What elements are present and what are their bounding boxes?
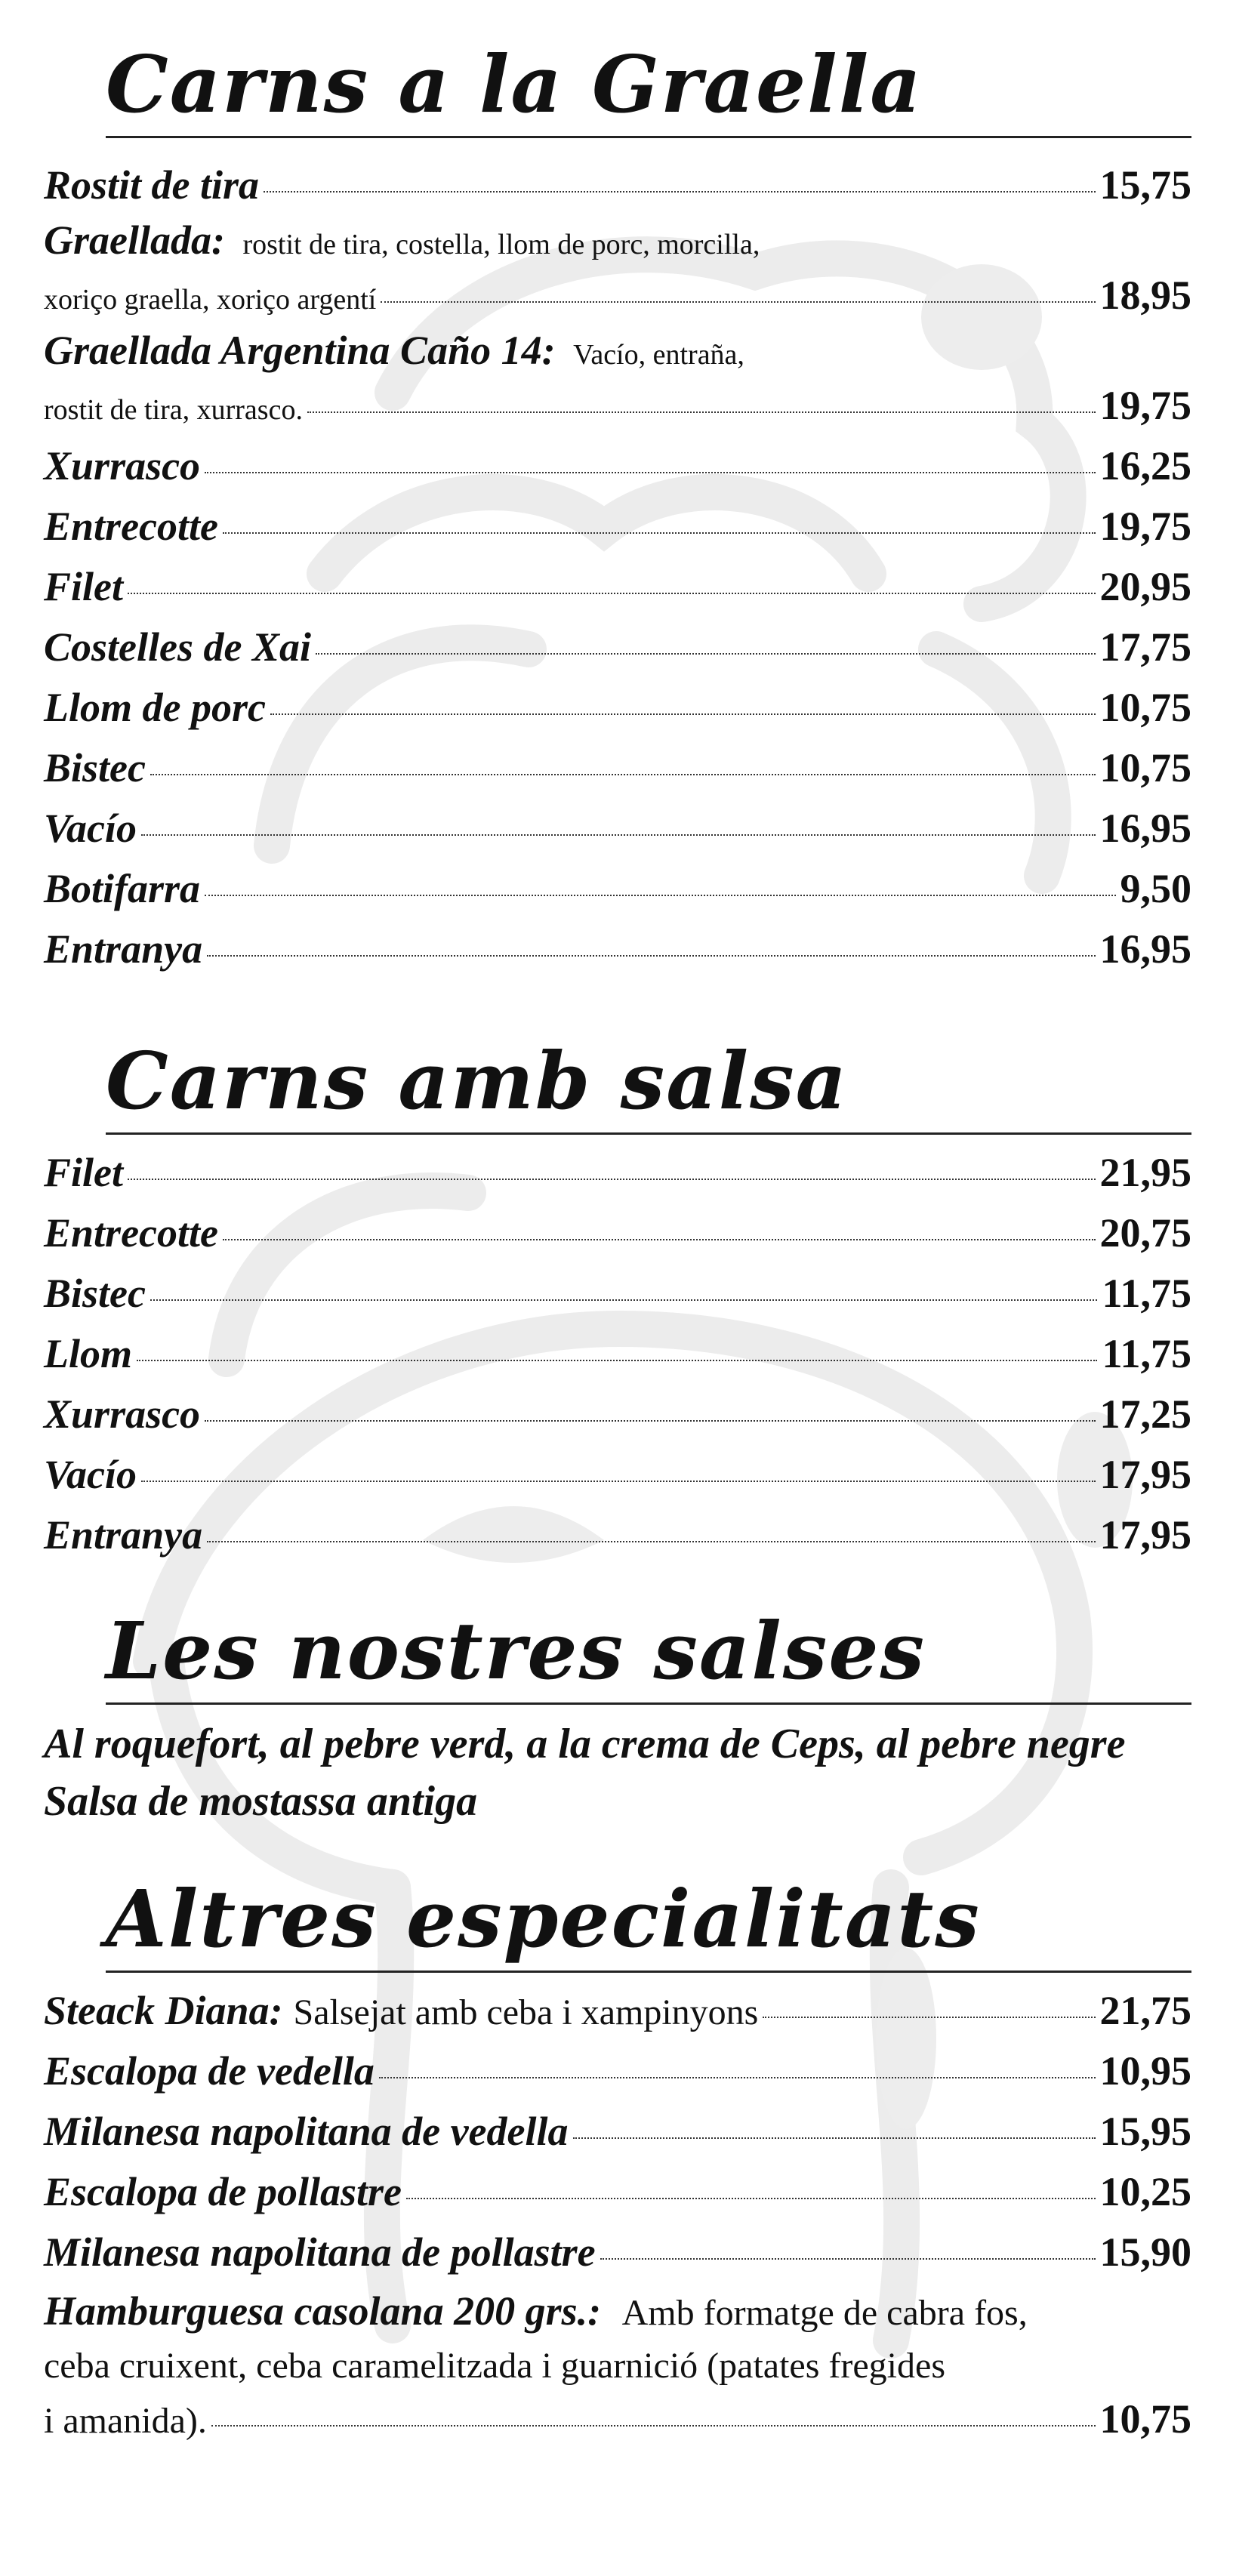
leader-dots <box>223 1239 1096 1240</box>
item-description: Salsejat amb ceba i xampinyons <box>293 1992 759 2032</box>
item-name: Costelles de Xai <box>44 624 311 670</box>
item-name: Xurrasco <box>44 443 201 488</box>
menu-item <box>44 1505 1191 1565</box>
menu-item <box>44 2041 1191 2101</box>
item-name: Bistec <box>44 745 146 790</box>
leader-dots <box>316 653 1096 655</box>
item-price: 9,50 <box>1120 866 1191 911</box>
item-price: 10,95 <box>1099 2048 1191 2094</box>
menu-item <box>44 1263 1191 1323</box>
item-description: rostit de tira, xurrasco. <box>44 394 303 426</box>
item-name: Filet <box>44 564 123 609</box>
menu-item <box>44 1142 1191 1203</box>
item-name: Hamburguesa casolana 200 grs.: <box>44 2288 602 2334</box>
item-name: Vacío <box>44 806 137 851</box>
item-name: Botifarra <box>44 866 201 911</box>
item-description: Amb formatge de cabra fos, <box>621 2293 1028 2333</box>
leader-dots <box>207 1541 1095 1542</box>
menu-item <box>44 2162 1191 2222</box>
item-price: 19,75 <box>1099 504 1191 549</box>
menu-item <box>44 1980 1191 2041</box>
menu-item <box>44 1203 1191 1263</box>
item-price: 10,75 <box>1099 2396 1191 2442</box>
leader-dots <box>137 1360 1097 1361</box>
leader-dots <box>141 834 1095 836</box>
menu-item <box>44 617 1191 677</box>
leader-dots <box>763 2017 1095 2018</box>
leader-dots <box>379 2077 1096 2078</box>
menu-item-header <box>44 215 1191 265</box>
menu-item <box>44 375 1191 436</box>
leader-dots <box>381 301 1095 303</box>
menu-item <box>44 919 1191 979</box>
sauce-list-line: Al roquefort, al pebre verd, a la crema de Ceps, al pebre negre <box>44 1721 1126 1767</box>
menu-item <box>44 858 1191 919</box>
section-title: Les nostres salses <box>106 1604 926 1697</box>
item-name: Entranya <box>44 1512 203 1558</box>
item-price: 17,95 <box>1099 1452 1191 1497</box>
item-name: Xurrasco <box>44 1391 201 1437</box>
sauce-list-line: Salsa de mostassa antiga <box>44 1778 478 1825</box>
leader-dots <box>211 2425 1096 2427</box>
item-name: Entrecotte <box>44 504 218 549</box>
item-name: Vacío <box>44 1452 137 1497</box>
menu-item <box>44 436 1191 496</box>
section-altres <box>44 1872 1191 2445</box>
leader-dots <box>205 895 1115 896</box>
item-name: Milanesa napolitana de vedella <box>44 2109 569 2154</box>
leader-dots <box>223 532 1096 534</box>
item-price: 17,95 <box>1099 1512 1191 1558</box>
item-name: Steack Diana: <box>44 1988 283 2033</box>
leader-dots <box>128 1179 1096 1180</box>
leader-dots <box>150 1299 1097 1301</box>
leader-dots <box>205 472 1095 473</box>
item-name: Bistec <box>44 1271 146 1316</box>
section-title: Carns a la Graella <box>106 38 923 131</box>
menu-item <box>44 2222 1191 2282</box>
item-description-line <box>44 2340 1191 2393</box>
menu-item-header <box>44 325 1191 375</box>
item-name: Llom <box>44 1331 132 1376</box>
leader-dots <box>207 955 1095 957</box>
menu-item <box>44 496 1191 556</box>
item-price: 11,75 <box>1102 1331 1191 1376</box>
menu-item <box>44 677 1191 738</box>
item-price: 18,95 <box>1099 273 1191 318</box>
leader-dots <box>307 411 1096 413</box>
item-name: Filet <box>44 1150 123 1195</box>
menu-item <box>44 155 1191 215</box>
item-price: 10,75 <box>1099 685 1191 730</box>
section-title: Altres especialitats <box>106 1872 981 1965</box>
item-price: 17,75 <box>1099 624 1191 670</box>
menu-item <box>44 738 1191 798</box>
item-description: i amanida). <box>44 2401 207 2441</box>
section-salses <box>44 1604 1191 1830</box>
item-price: 10,75 <box>1099 745 1191 790</box>
section-title: Carns amb salsa <box>106 1034 849 1127</box>
item-price: 10,25 <box>1099 2169 1191 2214</box>
leader-dots <box>150 774 1096 775</box>
section-graella <box>44 38 1191 979</box>
divider <box>106 136 1191 138</box>
menu-item <box>44 798 1191 858</box>
section-salsa <box>44 1034 1191 1565</box>
menu-item <box>44 1444 1191 1505</box>
item-name: Entranya <box>44 926 203 972</box>
item-description: ceba cruixent, ceba caramelitzada i guarnició (patates fregides <box>44 2346 945 2386</box>
item-name: Graellada Argentina Caño 14: <box>44 328 556 373</box>
item-price: 15,95 <box>1099 2109 1191 2154</box>
item-description: xoriço graella, xoriço argentí <box>44 284 377 316</box>
item-name: Milanesa napolitana de pollastre <box>44 2229 596 2275</box>
item-price: 15,90 <box>1099 2229 1191 2275</box>
leader-dots <box>270 713 1096 715</box>
item-price: 21,75 <box>1099 1988 1191 2033</box>
leader-dots <box>205 1420 1095 1422</box>
item-price: 16,25 <box>1099 443 1191 488</box>
leader-dots <box>573 2137 1096 2139</box>
divider <box>106 1971 1191 1973</box>
menu-item <box>44 556 1191 617</box>
item-name: Escalopa de vedella <box>44 2048 375 2094</box>
item-name: Entrecotte <box>44 1210 218 1256</box>
item-price: 16,95 <box>1099 806 1191 851</box>
item-price: 11,75 <box>1102 1271 1191 1316</box>
menu-item-header <box>44 2282 1191 2340</box>
menu-item <box>44 265 1191 325</box>
item-price: 19,75 <box>1099 383 1191 428</box>
item-price: 20,95 <box>1099 564 1191 609</box>
item-price: 17,25 <box>1099 1391 1191 1437</box>
divider <box>106 1132 1191 1135</box>
item-description: Vacío, entraña, <box>573 339 744 371</box>
item-price: 20,75 <box>1099 1210 1191 1256</box>
item-price: 21,95 <box>1099 1150 1191 1195</box>
leader-dots <box>128 593 1096 594</box>
menu-item <box>44 2101 1191 2162</box>
menu-item <box>44 2393 1191 2445</box>
leader-dots <box>600 2258 1096 2260</box>
item-price: 15,75 <box>1099 162 1191 208</box>
divider <box>106 1702 1191 1705</box>
item-name: Rostit de tira <box>44 162 260 208</box>
leader-dots <box>264 191 1095 193</box>
item-name: Escalopa de pollastre <box>44 2169 402 2214</box>
leader-dots <box>141 1481 1095 1482</box>
item-description: rostit de tira, costella, llom de porc, morcilla, <box>242 229 760 260</box>
item-price: 16,95 <box>1099 926 1191 972</box>
menu-item <box>44 1384 1191 1444</box>
item-name: Graellada: <box>44 217 225 263</box>
item-name: Llom de porc <box>44 685 266 730</box>
leader-dots <box>406 2198 1096 2199</box>
menu-item <box>44 1323 1191 1384</box>
